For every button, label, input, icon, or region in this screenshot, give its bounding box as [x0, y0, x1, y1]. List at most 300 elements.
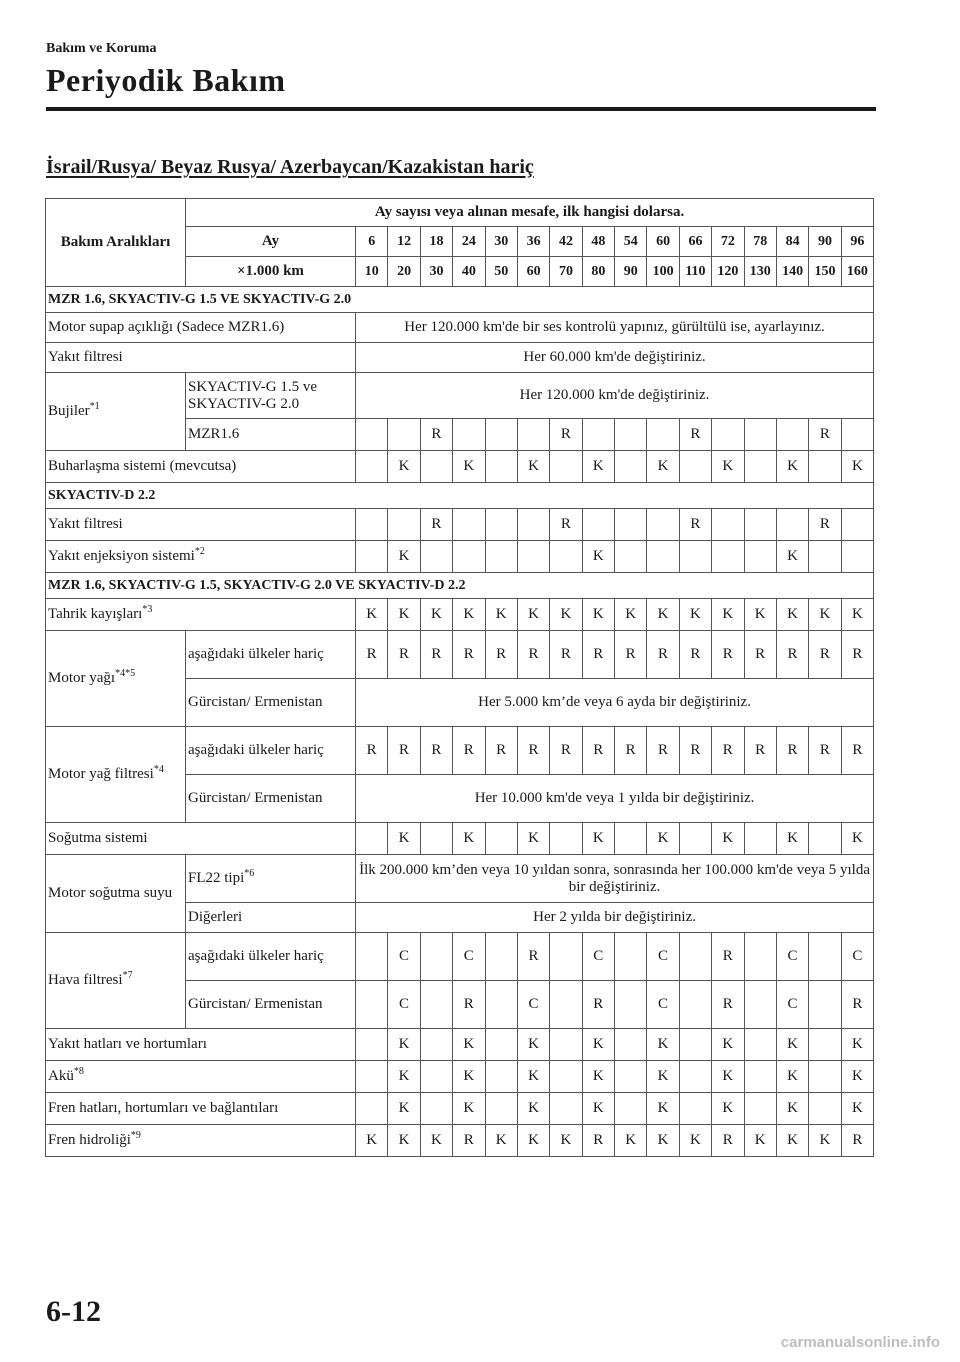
- interval-mark-cell: [744, 1093, 776, 1125]
- row-instruction: Her 2 yılda bir değiştiriniz.: [356, 903, 874, 933]
- interval-mark-cell: [485, 541, 517, 573]
- interval-mark-cell: K: [776, 599, 808, 631]
- month-header-cell: 12: [388, 227, 420, 257]
- row-sublabel: Diğerleri: [186, 903, 356, 933]
- interval-mark-cell: R: [420, 419, 452, 451]
- km-header-cell: 140: [776, 257, 808, 287]
- interval-mark-cell: R: [485, 631, 517, 679]
- interval-mark-cell: K: [453, 451, 485, 483]
- interval-mark-cell: R: [712, 727, 744, 775]
- interval-mark-cell: K: [582, 451, 614, 483]
- interval-mark-cell: R: [809, 631, 841, 679]
- row-sublabel: aşağıdaki ülkeler hariç: [186, 727, 356, 775]
- interval-mark-cell: K: [647, 1093, 679, 1125]
- interval-mark-cell: [485, 1093, 517, 1125]
- interval-mark-cell: C: [647, 933, 679, 981]
- km-header-cell: 90: [615, 257, 647, 287]
- interval-mark-cell: K: [582, 823, 614, 855]
- interval-mark-cell: [485, 451, 517, 483]
- interval-mark-cell: R: [550, 727, 582, 775]
- interval-mark-cell: [420, 451, 452, 483]
- interval-mark-cell: [744, 823, 776, 855]
- interval-mark-cell: R: [420, 631, 452, 679]
- table-row: [46, 1061, 874, 1093]
- interval-mark-cell: R: [809, 727, 841, 775]
- month-header-cell: 42: [550, 227, 582, 257]
- interval-mark-cell: K: [453, 1093, 485, 1125]
- interval-mark-cell: K: [388, 1061, 420, 1093]
- interval-mark-cell: [356, 1093, 388, 1125]
- interval-mark-cell: [420, 1061, 452, 1093]
- row-label: Buharlaşma sistemi (mevcutsa): [46, 451, 356, 483]
- interval-mark-cell: [744, 451, 776, 483]
- interval-mark-cell: [841, 509, 873, 541]
- interval-mark-cell: K: [679, 1125, 711, 1157]
- row-label: Yakıt hatları ve hortumları: [46, 1029, 356, 1061]
- interval-mark-cell: R: [712, 933, 744, 981]
- row-label: Fren hidroliği$^{*9}$: [46, 1125, 356, 1157]
- interval-mark-cell: R: [517, 631, 549, 679]
- interval-mark-cell: R: [550, 419, 582, 451]
- interval-mark-cell: [356, 823, 388, 855]
- interval-mark-cell: [485, 509, 517, 541]
- row-sublabel: Gürcistan/ Ermenistan: [186, 775, 356, 823]
- month-header-cell: 90: [809, 227, 841, 257]
- month-header-cell: 36: [517, 227, 549, 257]
- interval-mark-cell: K: [356, 599, 388, 631]
- interval-mark-cell: K: [485, 1125, 517, 1157]
- row-sublabel: SKYACTIV-G 1.5 ve SKYACTIV-G 2.0: [186, 373, 356, 419]
- interval-mark-cell: K: [388, 823, 420, 855]
- interval-mark-cell: K: [517, 599, 549, 631]
- interval-mark-cell: [744, 1029, 776, 1061]
- interval-mark-cell: K: [517, 451, 549, 483]
- interval-mark-cell: K: [809, 1125, 841, 1157]
- interval-mark-cell: [356, 451, 388, 483]
- interval-mark-cell: K: [841, 1093, 873, 1125]
- row-label: Soğutma sistemi: [46, 823, 356, 855]
- table-row: [46, 313, 874, 343]
- interval-mark-cell: R: [647, 631, 679, 679]
- interval-mark-cell: K: [453, 599, 485, 631]
- interval-mark-cell: K: [582, 541, 614, 573]
- interval-mark-cell: K: [388, 541, 420, 573]
- km-header-cell: 20: [388, 257, 420, 287]
- interval-mark-cell: [356, 933, 388, 981]
- interval-mark-cell: [647, 541, 679, 573]
- row-sublabel: MZR1.6: [186, 419, 356, 451]
- row-label: Motor soğutma suyu: [46, 855, 186, 933]
- km-header-cell: 10: [356, 257, 388, 287]
- interval-mark-cell: [679, 1061, 711, 1093]
- interval-mark-cell: [582, 509, 614, 541]
- row-label: Motor yağ filtresi$^{*4}$: [46, 727, 186, 823]
- km-header-cell: 160: [841, 257, 873, 287]
- months-label: Ay: [186, 227, 356, 257]
- interval-mark-cell: R: [453, 727, 485, 775]
- interval-mark-cell: K: [776, 1029, 808, 1061]
- month-header-cell: 30: [485, 227, 517, 257]
- interval-mark-cell: K: [582, 599, 614, 631]
- km-label: ×1.000 km: [186, 257, 356, 287]
- interval-mark-cell: [615, 933, 647, 981]
- month-header-cell: 48: [582, 227, 614, 257]
- interval-mark-cell: K: [776, 1093, 808, 1125]
- interval-mark-cell: [679, 1093, 711, 1125]
- row-label: Motor yağı$^{*4*5}$: [46, 631, 186, 727]
- interval-mark-cell: [744, 509, 776, 541]
- interval-mark-cell: R: [356, 727, 388, 775]
- interval-mark-cell: K: [841, 1029, 873, 1061]
- table-row: [46, 451, 874, 483]
- interval-mark-cell: [615, 419, 647, 451]
- row-sublabel: aşağıdaki ülkeler hariç: [186, 933, 356, 981]
- interval-mark-cell: [679, 541, 711, 573]
- interval-mark-cell: [744, 1061, 776, 1093]
- interval-mark-cell: R: [712, 981, 744, 1029]
- interval-mark-cell: R: [615, 727, 647, 775]
- interval-mark-cell: K: [712, 1093, 744, 1125]
- interval-mark-cell: [615, 981, 647, 1029]
- interval-mark-cell: [356, 509, 388, 541]
- interval-mark-cell: C: [841, 933, 873, 981]
- interval-mark-cell: [809, 451, 841, 483]
- interval-mark-cell: C: [776, 933, 808, 981]
- interval-mark-cell: K: [647, 599, 679, 631]
- interval-mark-cell: K: [647, 1061, 679, 1093]
- interval-mark-cell: [453, 509, 485, 541]
- section-label: Bakım ve Koruma: [46, 41, 157, 56]
- interval-mark-cell: R: [615, 631, 647, 679]
- month-header-cell: 18: [420, 227, 452, 257]
- interval-mark-cell: [420, 823, 452, 855]
- interval-mark-cell: K: [841, 451, 873, 483]
- interval-mark-cell: K: [712, 823, 744, 855]
- interval-mark-cell: K: [388, 1125, 420, 1157]
- interval-mark-cell: K: [582, 1061, 614, 1093]
- watermark-url: carmanualsonline.info: [780, 1334, 940, 1351]
- table-row: [46, 933, 874, 981]
- interval-mark-cell: [776, 509, 808, 541]
- interval-mark-cell: R: [485, 727, 517, 775]
- interval-mark-cell: [550, 823, 582, 855]
- interval-mark-cell: K: [712, 1061, 744, 1093]
- interval-mark-cell: K: [517, 1061, 549, 1093]
- interval-mark-cell: [647, 419, 679, 451]
- interval-mark-cell: K: [647, 1125, 679, 1157]
- row-label: Yakıt filtresi: [46, 509, 356, 541]
- interval-mark-cell: R: [679, 419, 711, 451]
- km-header-cell: 50: [485, 257, 517, 287]
- row-label: Yakıt filtresi: [46, 343, 356, 373]
- interval-mark-cell: K: [356, 1125, 388, 1157]
- km-header-cell: 110: [679, 257, 711, 287]
- interval-mark-cell: R: [776, 631, 808, 679]
- interval-mark-cell: K: [647, 823, 679, 855]
- interval-mark-cell: K: [582, 1093, 614, 1125]
- interval-mark-cell: K: [647, 451, 679, 483]
- interval-mark-cell: K: [453, 823, 485, 855]
- interval-mark-cell: [388, 419, 420, 451]
- interval-mark-cell: K: [453, 1061, 485, 1093]
- interval-mark-cell: K: [679, 599, 711, 631]
- interval-mark-cell: [841, 419, 873, 451]
- interval-mark-cell: K: [776, 823, 808, 855]
- interval-mark-cell: C: [388, 981, 420, 1029]
- interval-mark-cell: R: [582, 631, 614, 679]
- interval-mark-cell: [615, 509, 647, 541]
- interval-mark-cell: R: [679, 631, 711, 679]
- interval-mark-cell: [744, 933, 776, 981]
- interval-mark-cell: [420, 1029, 452, 1061]
- month-header-cell: 72: [712, 227, 744, 257]
- interval-mark-cell: K: [582, 1029, 614, 1061]
- interval-mark-cell: [550, 1029, 582, 1061]
- interval-mark-cell: R: [420, 509, 452, 541]
- interval-mark-cell: R: [744, 727, 776, 775]
- interval-mark-cell: K: [388, 1093, 420, 1125]
- interval-mark-cell: K: [517, 1125, 549, 1157]
- interval-mark-cell: [615, 1093, 647, 1125]
- month-header-cell: 54: [615, 227, 647, 257]
- interval-mark-cell: R: [841, 631, 873, 679]
- interval-mark-cell: C: [517, 981, 549, 1029]
- row-instruction: İlk 200.000 km’den veya 10 yıldan sonra, sonrasında her 100.000 km'de veya 5 yılda bir değiştiriniz.: [356, 855, 874, 903]
- interval-mark-cell: [809, 1093, 841, 1125]
- interval-mark-cell: [517, 509, 549, 541]
- interval-mark-cell: C: [776, 981, 808, 1029]
- table-row: [46, 1093, 874, 1125]
- interval-mark-cell: C: [647, 981, 679, 1029]
- interval-mark-cell: [679, 981, 711, 1029]
- table-row: [46, 541, 874, 573]
- interval-mark-cell: K: [744, 599, 776, 631]
- interval-mark-cell: K: [388, 1029, 420, 1061]
- interval-mark-cell: [809, 541, 841, 573]
- table-row: [46, 599, 874, 631]
- interval-mark-cell: [809, 1029, 841, 1061]
- interval-mark-cell: [550, 1093, 582, 1125]
- km-header-cell: 70: [550, 257, 582, 287]
- km-header-cell: 130: [744, 257, 776, 287]
- interval-mark-cell: K: [517, 823, 549, 855]
- interval-mark-cell: [550, 451, 582, 483]
- row-label: Motor supap açıklığı (Sadece MZR1.6): [46, 313, 356, 343]
- corner-label: Bakım Aralıkları: [46, 199, 186, 287]
- interval-mark-cell: R: [550, 509, 582, 541]
- interval-mark-cell: [841, 541, 873, 573]
- interval-mark-cell: K: [517, 1029, 549, 1061]
- table-row: [46, 855, 874, 903]
- interval-mark-cell: [550, 541, 582, 573]
- interval-mark-cell: R: [453, 1125, 485, 1157]
- row-instruction: Her 120.000 km'de bir ses kontrolü yapınız, gürültülü ise, ayarlayınız.: [356, 313, 874, 343]
- interval-mark-cell: [615, 451, 647, 483]
- row-label: Tahrik kayışları$^{*3}$: [46, 599, 356, 631]
- interval-mark-cell: R: [679, 727, 711, 775]
- table-row: [46, 631, 874, 679]
- interval-mark-cell: K: [776, 1125, 808, 1157]
- interval-mark-cell: K: [744, 1125, 776, 1157]
- page-title: Periyodik Bakım: [46, 62, 286, 98]
- interval-mark-cell: [550, 981, 582, 1029]
- interval-mark-cell: [615, 541, 647, 573]
- interval-mark-cell: K: [712, 599, 744, 631]
- row-label: Bujiler$^{*1}$: [46, 373, 186, 451]
- interval-mark-cell: [712, 419, 744, 451]
- interval-mark-cell: [356, 1029, 388, 1061]
- interval-mark-cell: [582, 419, 614, 451]
- interval-mark-cell: [809, 823, 841, 855]
- interval-mark-cell: [420, 541, 452, 573]
- interval-mark-cell: R: [744, 631, 776, 679]
- interval-mark-cell: [388, 509, 420, 541]
- month-header-cell: 84: [776, 227, 808, 257]
- interval-mark-cell: K: [420, 1125, 452, 1157]
- interval-mark-cell: K: [388, 599, 420, 631]
- row-instruction: Her 10.000 km'de veya 1 yılda bir değiştiriniz.: [356, 775, 874, 823]
- interval-mark-cell: R: [550, 631, 582, 679]
- table-row: [46, 1029, 874, 1061]
- interval-mark-cell: [420, 933, 452, 981]
- table-row: [46, 727, 874, 775]
- km-header-cell: 80: [582, 257, 614, 287]
- km-header-cell: 100: [647, 257, 679, 287]
- interval-mark-cell: [550, 1061, 582, 1093]
- interval-mark-cell: K: [388, 451, 420, 483]
- km-header-cell: 30: [420, 257, 452, 287]
- interval-mark-cell: K: [517, 1093, 549, 1125]
- interval-mark-cell: [356, 419, 388, 451]
- interval-mark-cell: [420, 1093, 452, 1125]
- interval-mark-cell: [679, 1029, 711, 1061]
- interval-mark-cell: [485, 933, 517, 981]
- maintenance-schedule-table: [45, 198, 874, 1157]
- month-header-cell: 78: [744, 227, 776, 257]
- row-label: Akü$^{*8}$: [46, 1061, 356, 1093]
- interval-mark-cell: [744, 541, 776, 573]
- page-number: 6-12: [46, 1295, 101, 1328]
- interval-mark-cell: C: [453, 933, 485, 981]
- interval-mark-cell: K: [776, 1061, 808, 1093]
- interval-mark-cell: K: [485, 599, 517, 631]
- interval-mark-cell: [615, 823, 647, 855]
- interval-mark-cell: R: [453, 631, 485, 679]
- interval-mark-cell: R: [453, 981, 485, 1029]
- interval-mark-cell: R: [388, 727, 420, 775]
- interval-mark-cell: [712, 541, 744, 573]
- interval-mark-cell: K: [841, 599, 873, 631]
- month-header-cell: 66: [679, 227, 711, 257]
- interval-mark-cell: R: [517, 727, 549, 775]
- interval-mark-cell: R: [776, 727, 808, 775]
- interval-mark-cell: R: [582, 727, 614, 775]
- interval-mark-cell: K: [841, 1061, 873, 1093]
- interval-mark-cell: [615, 1029, 647, 1061]
- month-header-cell: 60: [647, 227, 679, 257]
- interval-mark-cell: R: [809, 509, 841, 541]
- interval-mark-cell: R: [388, 631, 420, 679]
- row-sublabel: aşağıdaki ülkeler hariç: [186, 631, 356, 679]
- interval-mark-cell: R: [712, 631, 744, 679]
- interval-mark-cell: [776, 419, 808, 451]
- interval-mark-cell: K: [453, 1029, 485, 1061]
- interval-mark-cell: C: [582, 933, 614, 981]
- interval-mark-cell: K: [776, 451, 808, 483]
- interval-mark-cell: C: [388, 933, 420, 981]
- interval-mark-cell: K: [712, 451, 744, 483]
- interval-mark-cell: R: [841, 1125, 873, 1157]
- group-heading: SKYACTIV-D 2.2: [46, 483, 874, 509]
- interval-mark-cell: [485, 1029, 517, 1061]
- interval-mark-cell: [712, 509, 744, 541]
- km-header-cell: 40: [453, 257, 485, 287]
- interval-mark-cell: [809, 981, 841, 1029]
- interval-mark-cell: R: [809, 419, 841, 451]
- interval-mark-cell: [356, 541, 388, 573]
- row-sublabel: Gürcistan/ Ermenistan: [186, 981, 356, 1029]
- group-heading: MZR 1.6, SKYACTIV-G 1.5 VE SKYACTIV-G 2.0: [46, 287, 874, 313]
- interval-mark-cell: R: [582, 1125, 614, 1157]
- interval-mark-cell: [809, 933, 841, 981]
- km-header-cell: 150: [809, 257, 841, 287]
- interval-mark-cell: [356, 1061, 388, 1093]
- group-heading: MZR 1.6, SKYACTIV-G 1.5, SKYACTIV-G 2.0 VE SKYACTIV-D 2.2: [46, 573, 874, 599]
- interval-mark-cell: R: [679, 509, 711, 541]
- interval-mark-cell: [517, 541, 549, 573]
- month-header-cell: 6: [356, 227, 388, 257]
- month-header-cell: 24: [453, 227, 485, 257]
- interval-mark-cell: R: [420, 727, 452, 775]
- interval-mark-cell: K: [615, 1125, 647, 1157]
- interval-mark-cell: [485, 419, 517, 451]
- interval-mark-cell: K: [550, 599, 582, 631]
- table-row: [46, 509, 874, 541]
- interval-mark-cell: R: [356, 631, 388, 679]
- interval-mark-cell: [744, 981, 776, 1029]
- interval-mark-cell: [517, 419, 549, 451]
- interval-mark-cell: [679, 823, 711, 855]
- interval-mark-cell: [679, 451, 711, 483]
- interval-mark-cell: [744, 419, 776, 451]
- interval-mark-cell: K: [647, 1029, 679, 1061]
- interval-mark-cell: [679, 933, 711, 981]
- title-divider: [46, 107, 876, 111]
- row-instruction: Her 5.000 km’de veya 6 ayda bir değiştiriniz.: [356, 679, 874, 727]
- interval-mark-cell: K: [841, 823, 873, 855]
- table-subtitle: İsrail/Rusya/ Beyaz Rusya/ Azerbaycan/Kazakistan hariç: [46, 156, 534, 178]
- row-instruction: Her 60.000 km'de değiştiriniz.: [356, 343, 874, 373]
- interval-mark-cell: [550, 933, 582, 981]
- interval-mark-cell: [615, 1061, 647, 1093]
- interval-mark-cell: R: [841, 727, 873, 775]
- interval-mark-cell: [485, 823, 517, 855]
- interval-mark-cell: [356, 981, 388, 1029]
- interval-mark-cell: [420, 981, 452, 1029]
- table-row: [46, 373, 874, 419]
- row-instruction: Her 120.000 km'de değiştiriniz.: [356, 373, 874, 419]
- interval-mark-cell: K: [420, 599, 452, 631]
- interval-mark-cell: R: [517, 933, 549, 981]
- interval-mark-cell: K: [550, 1125, 582, 1157]
- km-header-cell: 120: [712, 257, 744, 287]
- interval-mark-cell: R: [841, 981, 873, 1029]
- interval-mark-cell: K: [712, 1029, 744, 1061]
- interval-mark-cell: [485, 1061, 517, 1093]
- month-header-cell: 96: [841, 227, 873, 257]
- table-row: [46, 343, 874, 373]
- interval-mark-cell: [453, 541, 485, 573]
